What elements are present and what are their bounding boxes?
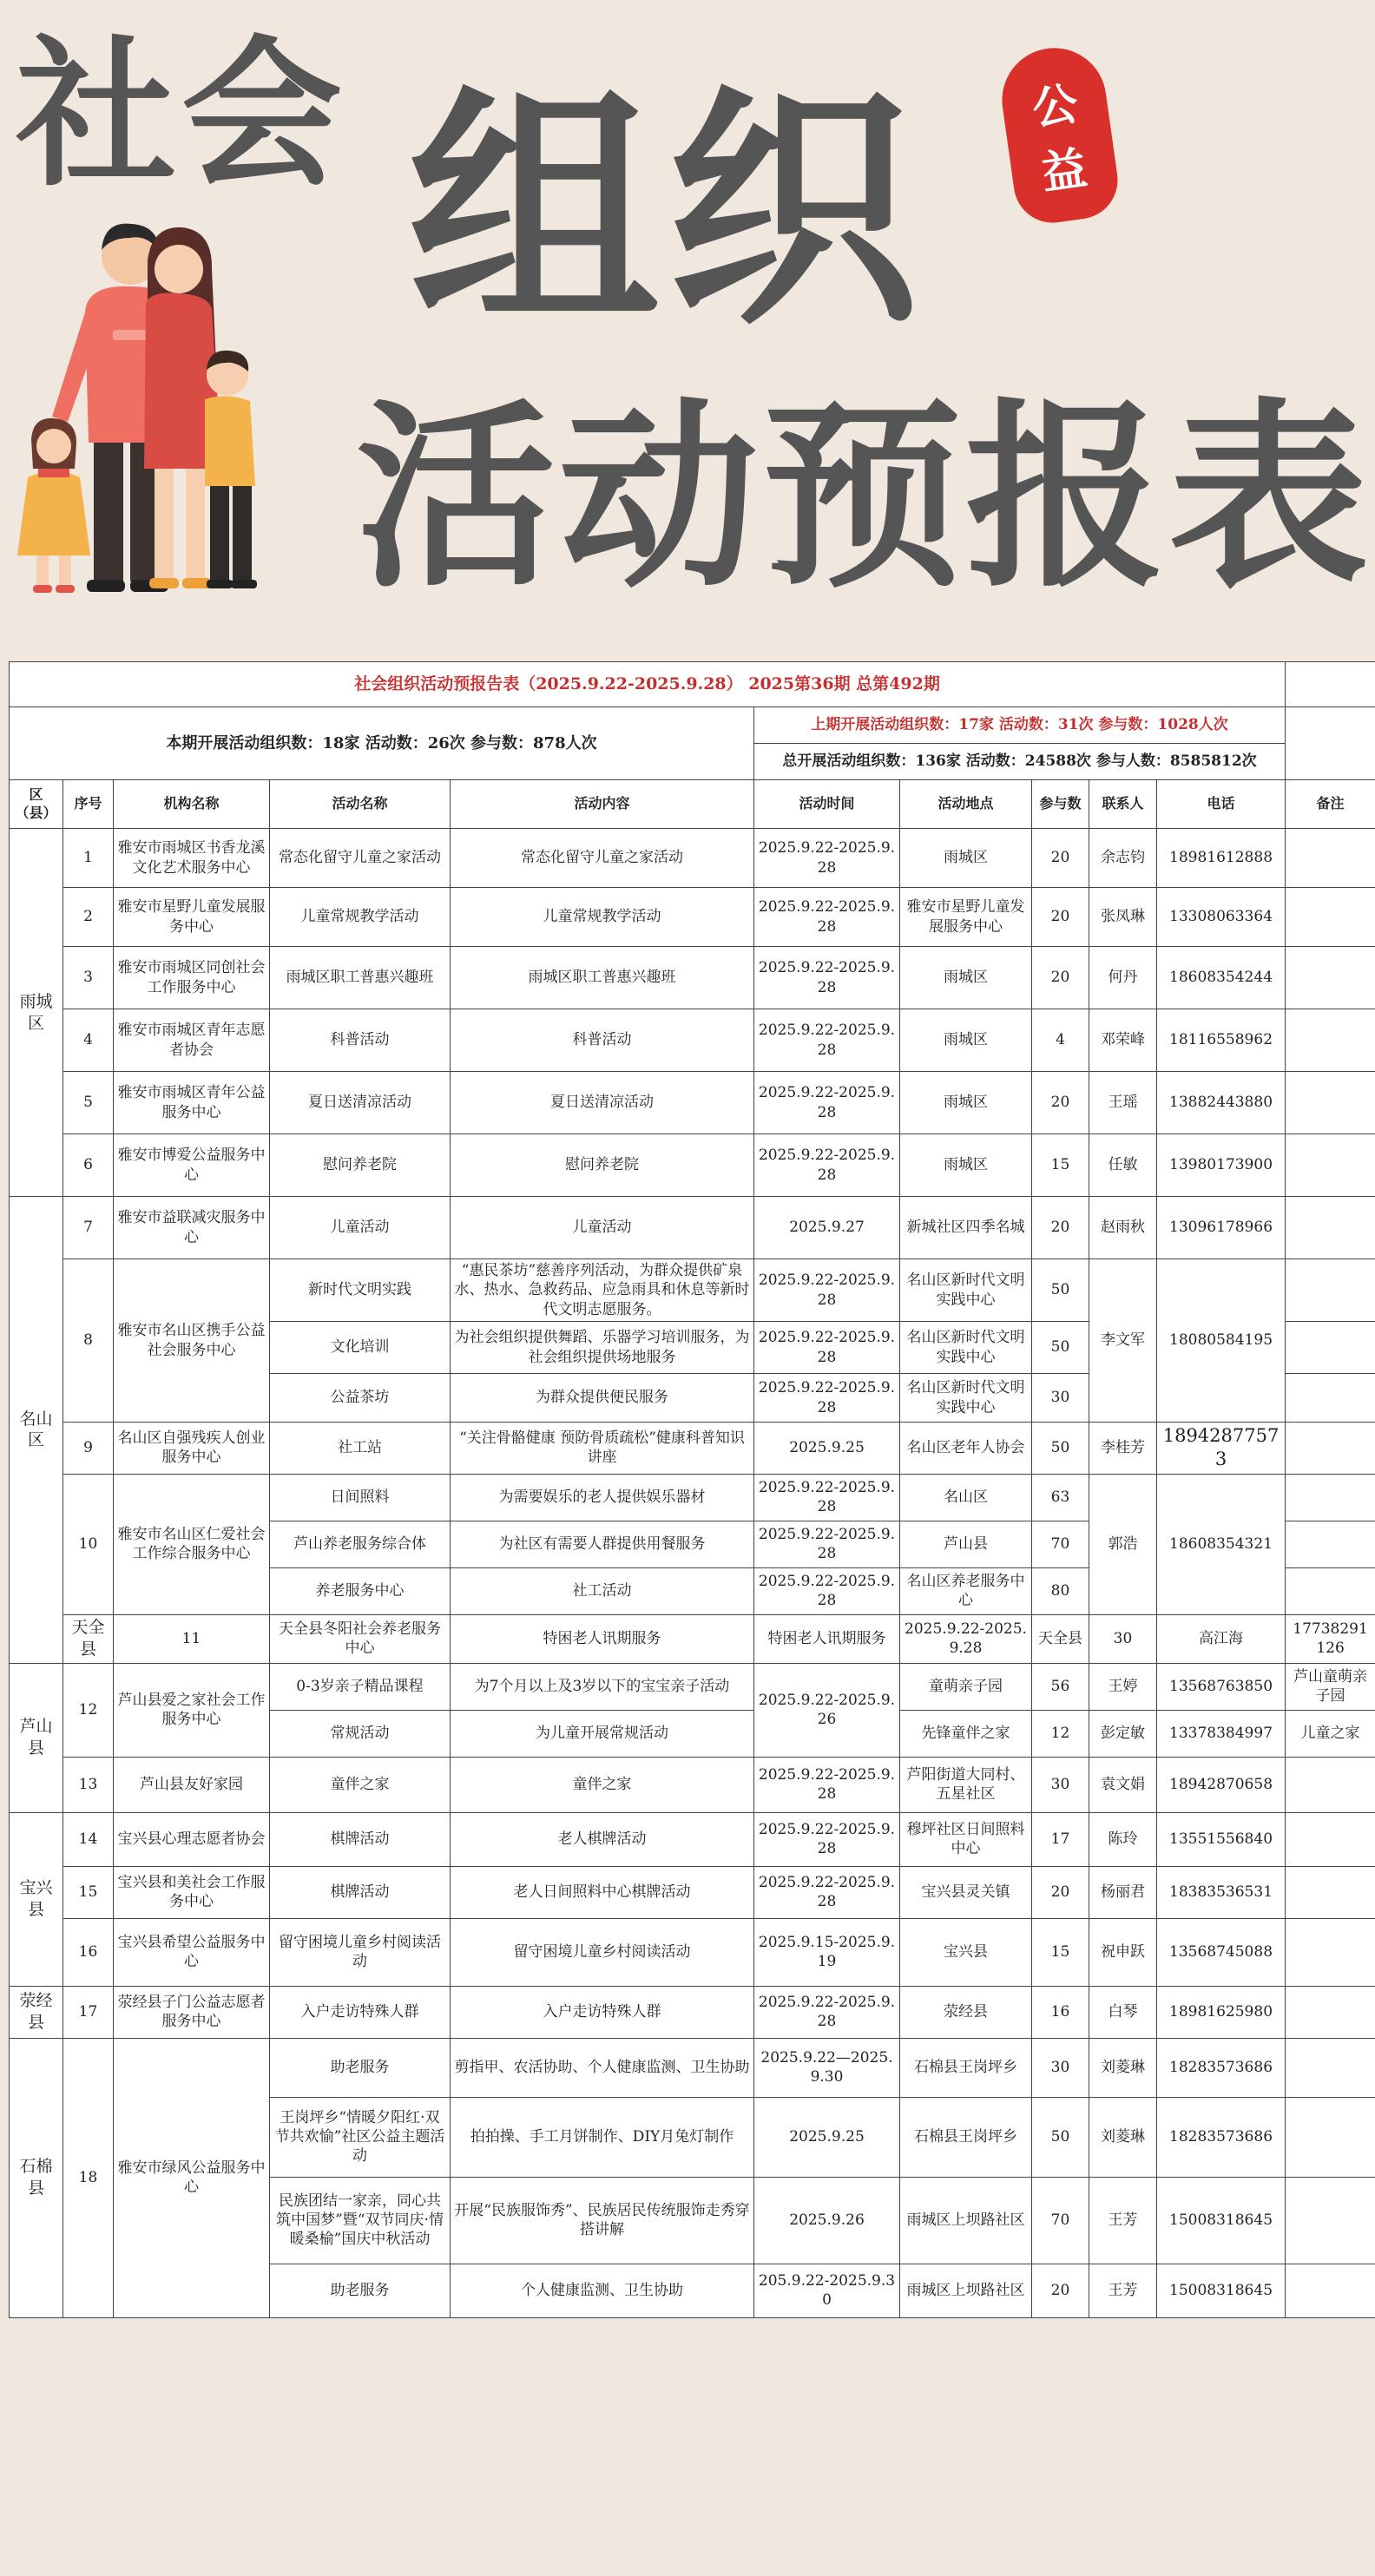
activity-place: 新城社区四季名城 xyxy=(900,1197,1032,1259)
activity-time: 2025.9.22-2025.9.28 xyxy=(754,1521,900,1567)
org-name: 雅安市博爱公益服务中心 xyxy=(114,1134,270,1197)
row-no: 3 xyxy=(63,947,114,1009)
contact-person: 刘菱琳 xyxy=(1089,2038,1157,2097)
district-cell: 石棉县 xyxy=(10,2038,63,2317)
activity-place: 雅安市星野儿童发展服务中心 xyxy=(900,888,1032,947)
participant-count: 17 xyxy=(1032,1812,1089,1866)
table-row xyxy=(10,1614,1375,1663)
activity-content: 童伴之家 xyxy=(451,1757,754,1812)
org-name: 宝兴县希望公益服务中心 xyxy=(114,1918,270,1986)
col-count: 参与数 xyxy=(1032,780,1089,829)
contact-person: 李桂芳 xyxy=(1089,1423,1157,1475)
contact-person: 彭定敏 xyxy=(1089,1710,1157,1757)
activity-name: 民族团结一家亲，同心共筑中国梦”暨“双节同庆·情暖桑榆”国庆中秋活动 xyxy=(270,2177,451,2264)
row-no: 11 xyxy=(114,1614,270,1663)
girl-figure xyxy=(17,418,90,593)
activity-name: 童伴之家 xyxy=(270,1757,451,1812)
note-cell xyxy=(1286,2097,1375,2177)
activity-content: 留守困境儿童乡村阅读活动 xyxy=(451,1918,754,1986)
participant-count: 50 xyxy=(1032,1322,1089,1374)
phone-number: 13096178966 xyxy=(1157,1197,1286,1259)
activity-content: 儿童常规教学活动 xyxy=(451,888,754,947)
note-cell xyxy=(1286,1423,1375,1475)
activity-time: 2025.9.26 xyxy=(754,2177,900,2264)
activity-name: 日间照料 xyxy=(270,1474,451,1521)
activity-place: 天全县 xyxy=(1032,1614,1089,1663)
contact-person: 祝申跃 xyxy=(1089,1918,1157,1986)
activity-time: 2025.9.22-2025.9.28 xyxy=(754,947,900,1009)
activity-time: 2025.9.22-2025.9.28 xyxy=(754,829,900,888)
activity-content: “惠民茶坊”慈善序列活动，为群众提供矿泉水、热水、急救药品、应急雨具和休息等新时代文明志愿服务。 xyxy=(451,1259,754,1322)
activity-name: 雨城区职工普惠兴趣班 xyxy=(270,947,451,1009)
district-cell: 雨城区 xyxy=(10,829,63,1197)
phone-number: 13551556840 xyxy=(1157,1812,1286,1866)
contact-person: 王芳 xyxy=(1089,2177,1157,2264)
note-cell xyxy=(1286,2177,1375,2264)
contact-person: 郭浩 xyxy=(1089,1474,1157,1614)
participant-count: 4 xyxy=(1032,1009,1089,1072)
summary-previous: 上期开展活动组织数：17家 活动数：31次 参与数：1028人次 xyxy=(754,707,1286,744)
activity-name: 慰问养老院 xyxy=(270,1134,451,1197)
activity-content: 儿童活动 xyxy=(451,1197,754,1259)
activity-time: 2025.9.22-2025.9.28 xyxy=(754,1986,900,2038)
activity-content: 为儿童开展常规活动 xyxy=(451,1710,754,1757)
activity-place: 名山区新时代文明实践中心 xyxy=(900,1374,1032,1423)
activity-content: 入户走访特殊人群 xyxy=(451,1986,754,2038)
contact-person: 袁文娟 xyxy=(1089,1757,1157,1812)
org-name: 天全县冬阳社会养老服务中心 xyxy=(270,1614,451,1663)
activity-place: 雨城区上坝路社区 xyxy=(900,2264,1032,2317)
note-cell xyxy=(1286,1567,1375,1614)
activity-name: 公益茶坊 xyxy=(270,1374,451,1423)
activity-content: 剪指甲、农活协助、个人健康监测、卫生协助 xyxy=(451,2038,754,2097)
phone-number: 18608354244 xyxy=(1157,947,1286,1009)
activity-time: 2025.9.22-2025.9.26 xyxy=(754,1663,900,1757)
activity-time: 2025.9.27 xyxy=(754,1197,900,1259)
activity-content: 开展“民族服饰秀”、民族居民传统服饰走秀穿搭讲解 xyxy=(451,2177,754,2264)
table-row xyxy=(10,1812,1375,1866)
note-cell xyxy=(1286,2264,1375,2317)
participant-count: 20 xyxy=(1032,1072,1089,1134)
activity-name: 常规活动 xyxy=(270,1710,451,1757)
phone-number: 13568763850 xyxy=(1157,1663,1286,1710)
col-no: 序号 xyxy=(63,780,114,829)
activity-content: 老人日间照料中心棋牌活动 xyxy=(451,1866,754,1918)
col-content: 活动内容 xyxy=(451,780,754,829)
note-cell xyxy=(1286,1259,1375,1322)
phone-number: 13882443880 xyxy=(1157,1072,1286,1134)
activity-time: 2025.9.22-2025.9.28 xyxy=(754,1812,900,1866)
row-no: 17 xyxy=(63,1986,114,2038)
participant-count: 20 xyxy=(1032,1866,1089,1918)
heading-line-1: 社会 xyxy=(16,21,347,208)
activity-name: 夏日送清凉活动 xyxy=(270,1072,451,1134)
activity-time: 2025.9.22—2025.9.30 xyxy=(754,2038,900,2097)
org-name: 雅安市名山区仁爱社会工作综合服务中心 xyxy=(114,1474,270,1614)
participant-count: 12 xyxy=(1032,1710,1089,1757)
note-cell xyxy=(1286,1197,1375,1259)
row-no: 18 xyxy=(63,2038,114,2317)
activity-place: 荥经县 xyxy=(900,1986,1032,2038)
page-header xyxy=(0,0,1375,660)
activity-content: “关注骨骼健康 预防骨质疏松”健康科普知识讲座 xyxy=(451,1423,754,1475)
phone-number: 15008318645 xyxy=(1157,2177,1286,2264)
activity-time: 2025.9.25 xyxy=(754,1423,900,1475)
activity-name: 儿童活动 xyxy=(270,1197,451,1259)
org-name: 名山区自强残疾人创业服务中心 xyxy=(114,1423,270,1475)
district-cell: 荥经县 xyxy=(10,1986,63,2038)
activity-name: 特困老人讯期服务 xyxy=(451,1614,754,1663)
contact-person: 张凤琳 xyxy=(1089,888,1157,947)
participant-count: 30 xyxy=(1032,1374,1089,1423)
row-no: 9 xyxy=(63,1423,114,1475)
table-row xyxy=(10,1474,1375,1521)
phone-number: 18981612888 xyxy=(1157,829,1286,888)
col-org: 机构名称 xyxy=(114,780,270,829)
table-row xyxy=(10,947,1375,1009)
activity-time: 2025.9.15-2025.9.19 xyxy=(754,1918,900,1986)
activity-place: 童萌亲子园 xyxy=(900,1663,1032,1710)
activity-place: 雨城区 xyxy=(900,829,1032,888)
family-illustration xyxy=(0,208,286,616)
contact-person: 陈玲 xyxy=(1089,1812,1157,1866)
row-no: 12 xyxy=(63,1663,114,1757)
row-no: 4 xyxy=(63,1009,114,1072)
phone-number: 13568745088 xyxy=(1157,1918,1286,1986)
org-name: 雅安市益联减灾服务中心 xyxy=(114,1197,270,1259)
participant-count: 20 xyxy=(1032,947,1089,1009)
activity-time: 2025.9.25 xyxy=(754,2097,900,2177)
activity-time: 2025.9.22-2025.9.28 xyxy=(754,1567,900,1614)
activity-content: 常态化留守儿童之家活动 xyxy=(451,829,754,888)
boy-figure xyxy=(205,351,257,588)
activity-time: 2025.9.22-2025.9.28 xyxy=(754,1134,900,1197)
public-welfare-seal xyxy=(996,42,1123,228)
phone-number: 15008318645 xyxy=(1157,2264,1286,2317)
org-name: 雅安市名山区携手公益社会服务中心 xyxy=(114,1259,270,1423)
participant-count: 30 xyxy=(1089,1614,1157,1663)
participant-count: 50 xyxy=(1032,1259,1089,1322)
table-row xyxy=(10,1009,1375,1072)
title-row xyxy=(10,662,1375,707)
contact-person: 任敏 xyxy=(1089,1134,1157,1197)
note-cell xyxy=(1286,1474,1375,1521)
org-name: 芦山县友好家园 xyxy=(114,1757,270,1812)
participant-count: 20 xyxy=(1032,888,1089,947)
activity-content: 为社区有需要人群提供用餐服务 xyxy=(451,1521,754,1567)
activity-time: 2025.9.22-2025.9.28 xyxy=(754,1474,900,1521)
row-no: 16 xyxy=(63,1918,114,1986)
org-name: 雅安市雨城区书香龙溪文化艺术服务中心 xyxy=(114,829,270,888)
activity-name: 留守困境儿童乡村阅读活动 xyxy=(270,1918,451,1986)
row-no: 14 xyxy=(63,1812,114,1866)
activity-time: 2025.9.22-2025.9.28 xyxy=(754,888,900,947)
table-row xyxy=(10,2038,1375,2097)
org-name: 雅安市星野儿童发展服务中心 xyxy=(114,888,270,947)
activity-place: 石棉县王岗坪乡 xyxy=(900,2038,1032,2097)
note-cell xyxy=(1286,829,1375,888)
note-cell xyxy=(1286,1986,1375,2038)
district-cell: 名山区 xyxy=(10,1197,63,1664)
activity-time: 2025.9.22-2025.9.28 xyxy=(900,1614,1032,1663)
note-cell xyxy=(1286,1322,1375,1374)
note-cell: 儿童之家 xyxy=(1286,1710,1375,1757)
note-cell xyxy=(1286,1134,1375,1197)
summary-total: 总开展活动组织数：136家 活动数：24588次 参与人数：8585812次 xyxy=(754,744,1286,780)
col-contact: 联系人 xyxy=(1089,780,1157,829)
activity-time: 2025.9.22-2025.9.28 xyxy=(754,1374,900,1423)
note-cell xyxy=(1286,1072,1375,1134)
activity-place: 雨城区上坝路社区 xyxy=(900,2177,1032,2264)
activity-forecast-table xyxy=(9,661,1375,2318)
phone-number: 18283573686 xyxy=(1157,2038,1286,2097)
activity-content: 社工活动 xyxy=(451,1567,754,1614)
contact-person: 赵雨秋 xyxy=(1089,1197,1157,1259)
activity-time: 205.9.22-2025.9.30 xyxy=(754,2264,900,2317)
activity-content: 拍拍操、手工月饼制作、DIY月兔灯制作 xyxy=(451,2097,754,2177)
contact-person: 高江海 xyxy=(1157,1614,1286,1663)
activity-content: 为7个月以上及3岁以下的宝宝亲子活动 xyxy=(451,1663,754,1710)
activity-name: 文化培训 xyxy=(270,1322,451,1374)
activity-place: 芦阳街道大同村、五星社区 xyxy=(900,1757,1032,1812)
col-time: 活动时间 xyxy=(754,780,900,829)
row-no: 5 xyxy=(63,1072,114,1134)
activity-content: 为群众提供便民服务 xyxy=(451,1374,754,1423)
activity-time: 2025.9.22-2025.9.28 xyxy=(754,1866,900,1918)
participant-count: 20 xyxy=(1032,829,1089,888)
table-row xyxy=(10,1197,1375,1259)
col-district: 区（县） xyxy=(10,780,63,829)
activity-name: 新时代文明实践 xyxy=(270,1259,451,1322)
row-no: 2 xyxy=(63,888,114,947)
activity-place: 芦山县 xyxy=(900,1521,1032,1567)
activity-place: 宝兴县灵关镇 xyxy=(900,1866,1032,1918)
activity-time: 2025.9.22-2025.9.28 xyxy=(754,1259,900,1322)
contact-person: 王瑶 xyxy=(1089,1072,1157,1134)
activity-content: 为社会组织提供舞蹈、乐器学习培训服务，为社会组织提供场地服务 xyxy=(451,1322,754,1374)
participant-count: 70 xyxy=(1032,1521,1089,1567)
table-row xyxy=(10,1663,1375,1710)
heading-line-3: 活动预报表 xyxy=(356,383,1372,614)
activity-name: 王岗坪乡“情暖夕阳红·双节共欢愉”社区公益主题活动 xyxy=(270,2097,451,2177)
participant-count: 15 xyxy=(1032,1134,1089,1197)
org-name: 芦山县爱之家社会工作服务中心 xyxy=(114,1663,270,1757)
row-no: 8 xyxy=(63,1259,114,1423)
activity-place: 雨城区 xyxy=(900,1072,1032,1134)
activity-name: 科普活动 xyxy=(270,1009,451,1072)
phone-number: 17738291126 xyxy=(1286,1614,1375,1663)
col-activity: 活动名称 xyxy=(270,780,451,829)
activity-time: 2025.9.22-2025.9.28 xyxy=(754,1322,900,1374)
phone-number: 18942870658 xyxy=(1157,1757,1286,1812)
participant-count: 50 xyxy=(1032,2097,1089,2177)
note-cell xyxy=(1286,2038,1375,2097)
note-cell xyxy=(1286,947,1375,1009)
table-row xyxy=(10,1866,1375,1918)
district-cell: 宝兴县 xyxy=(10,1812,63,1986)
table-row xyxy=(10,1072,1375,1134)
district-cell: 芦山县 xyxy=(10,1663,63,1812)
row-no: 1 xyxy=(63,829,114,888)
table-row xyxy=(10,888,1375,947)
contact-person: 王婷 xyxy=(1089,1663,1157,1710)
phone-number: 13308063364 xyxy=(1157,888,1286,947)
summary-row xyxy=(10,707,1375,744)
phone-number: 18383536531 xyxy=(1157,1866,1286,1918)
participant-count: 56 xyxy=(1032,1663,1089,1710)
blank-cell xyxy=(1286,707,1375,780)
phone-number: 18942877573 xyxy=(1157,1423,1286,1475)
contact-person: 白琴 xyxy=(1089,1986,1157,2038)
activity-place: 名山区新时代文明实践中心 xyxy=(900,1259,1032,1322)
contact-person: 余志钧 xyxy=(1089,829,1157,888)
activity-name: 棋牌活动 xyxy=(270,1812,451,1866)
activity-place: 名山区新时代文明实践中心 xyxy=(900,1322,1032,1374)
activity-name: 助老服务 xyxy=(270,2038,451,2097)
org-name: 雅安市雨城区青年志愿者协会 xyxy=(114,1009,270,1072)
row-no: 13 xyxy=(63,1757,114,1812)
seal-char-top: 公 xyxy=(1029,77,1082,136)
activity-name: 助老服务 xyxy=(270,2264,451,2317)
row-no: 15 xyxy=(63,1866,114,1918)
row-no: 10 xyxy=(63,1474,114,1614)
participant-count: 16 xyxy=(1032,1986,1089,2038)
activity-place: 穆坪社区日间照料中心 xyxy=(900,1812,1032,1866)
activity-content: 特困老人讯期服务 xyxy=(754,1614,900,1663)
note-cell xyxy=(1286,1757,1375,1812)
activity-content: 科普活动 xyxy=(451,1009,754,1072)
activity-place: 名山区养老服务中心 xyxy=(900,1567,1032,1614)
phone-number: 13980173900 xyxy=(1157,1134,1286,1197)
contact-person: 刘菱琳 xyxy=(1089,2097,1157,2177)
org-name: 雅安市雨城区青年公益服务中心 xyxy=(114,1072,270,1134)
col-phone: 电话 xyxy=(1157,780,1286,829)
participant-count: 30 xyxy=(1032,1757,1089,1812)
district-cell: 天全县 xyxy=(63,1614,114,1663)
row-no: 7 xyxy=(63,1197,114,1259)
table-row xyxy=(10,1918,1375,1986)
activity-name: 芦山养老服务综合体 xyxy=(270,1521,451,1567)
note-cell xyxy=(1286,1374,1375,1423)
activity-place: 名山区老年人协会 xyxy=(900,1423,1032,1475)
participant-count: 50 xyxy=(1032,1423,1089,1475)
phone-number: 18080584195 xyxy=(1157,1259,1286,1423)
org-name: 雅安市绿风公益服务中心 xyxy=(114,2038,270,2317)
activity-name: 棋牌活动 xyxy=(270,1866,451,1918)
activity-place: 雨城区 xyxy=(900,1134,1032,1197)
contact-person: 邓荣峰 xyxy=(1089,1009,1157,1072)
blank-cell xyxy=(1286,662,1375,707)
activity-content: 夏日送清凉活动 xyxy=(451,1072,754,1134)
activity-content: 雨城区职工普惠兴趣班 xyxy=(451,947,754,1009)
activity-place: 石棉县王岗坪乡 xyxy=(900,2097,1032,2177)
activity-name: 社工站 xyxy=(270,1423,451,1475)
contact-person: 杨丽君 xyxy=(1089,1866,1157,1918)
note-cell xyxy=(1286,1521,1375,1567)
activity-name: 养老服务中心 xyxy=(270,1567,451,1614)
note-cell: 芦山童萌亲子园 xyxy=(1286,1663,1375,1710)
table-row xyxy=(10,1757,1375,1812)
note-cell xyxy=(1286,1918,1375,1986)
activity-content: 老人棋牌活动 xyxy=(451,1812,754,1866)
col-place: 活动地点 xyxy=(900,780,1032,829)
org-name: 宝兴县心理志愿者协会 xyxy=(114,1812,270,1866)
activity-place: 先锋童伴之家 xyxy=(900,1710,1032,1757)
contact-person: 李文军 xyxy=(1089,1259,1157,1423)
note-cell xyxy=(1286,1812,1375,1866)
phone-number: 18283573686 xyxy=(1157,2097,1286,2177)
activity-content: 慰问养老院 xyxy=(451,1134,754,1197)
phone-number: 18608354321 xyxy=(1157,1474,1286,1614)
org-name: 荥经县子门公益志愿者服务中心 xyxy=(114,1986,270,2038)
participant-count: 20 xyxy=(1032,2264,1089,2317)
note-cell xyxy=(1286,1866,1375,1918)
activity-place: 雨城区 xyxy=(900,1009,1032,1072)
note-cell xyxy=(1286,1009,1375,1072)
column-header-row xyxy=(10,780,1375,829)
activity-time: 2025.9.22-2025.9.28 xyxy=(754,1757,900,1812)
activity-name: 儿童常规教学活动 xyxy=(270,888,451,947)
phone-number: 13378384997 xyxy=(1157,1710,1286,1757)
participant-count: 30 xyxy=(1032,2038,1089,2097)
table-title: 社会组织活动预报告表（2025.9.22-2025.9.28） 2025第36期 总第492期 xyxy=(10,662,1286,707)
activity-content: 个人健康监测、卫生协助 xyxy=(451,2264,754,2317)
phone-number: 18116558962 xyxy=(1157,1009,1286,1072)
phone-number: 18981625980 xyxy=(1157,1986,1286,2038)
table-row xyxy=(10,1423,1375,1475)
activity-name: 0-3岁亲子精品课程 xyxy=(270,1663,451,1710)
org-name: 宝兴县和美社会工作服务中心 xyxy=(114,1866,270,1918)
activity-place: 雨城区 xyxy=(900,947,1032,1009)
activity-time: 2025.9.22-2025.9.28 xyxy=(754,1009,900,1072)
participant-count: 20 xyxy=(1032,1197,1089,1259)
activity-place: 宝兴县 xyxy=(900,1918,1032,1986)
summary-current: 本期开展活动组织数：18家 活动数：26次 参与数：878人次 xyxy=(10,707,754,780)
participant-count: 70 xyxy=(1032,2177,1089,2264)
activity-name: 入户走访特殊人群 xyxy=(270,1986,451,2038)
activity-content: 为需要娱乐的老人提供娱乐器材 xyxy=(451,1474,754,1521)
table-row xyxy=(10,1134,1375,1197)
table-row xyxy=(10,1259,1375,1322)
participant-count: 15 xyxy=(1032,1918,1089,1986)
contact-person: 王芳 xyxy=(1089,2264,1157,2317)
row-no: 6 xyxy=(63,1134,114,1197)
note-cell xyxy=(1286,888,1375,947)
participant-count: 63 xyxy=(1032,1474,1089,1521)
col-note: 备注 xyxy=(1286,780,1375,829)
table-row xyxy=(10,1986,1375,2038)
seal-char-bottom: 益 xyxy=(1038,142,1090,200)
heading-line-2: 组织 xyxy=(408,66,925,358)
activity-time: 2025.9.22-2025.9.28 xyxy=(754,1072,900,1134)
participant-count: 80 xyxy=(1032,1567,1089,1614)
contact-person: 何丹 xyxy=(1089,947,1157,1009)
activity-place: 名山区 xyxy=(900,1474,1032,1521)
activity-name: 常态化留守儿童之家活动 xyxy=(270,829,451,888)
table-row xyxy=(10,829,1375,888)
org-name: 雅安市雨城区同创社会工作服务中心 xyxy=(114,947,270,1009)
